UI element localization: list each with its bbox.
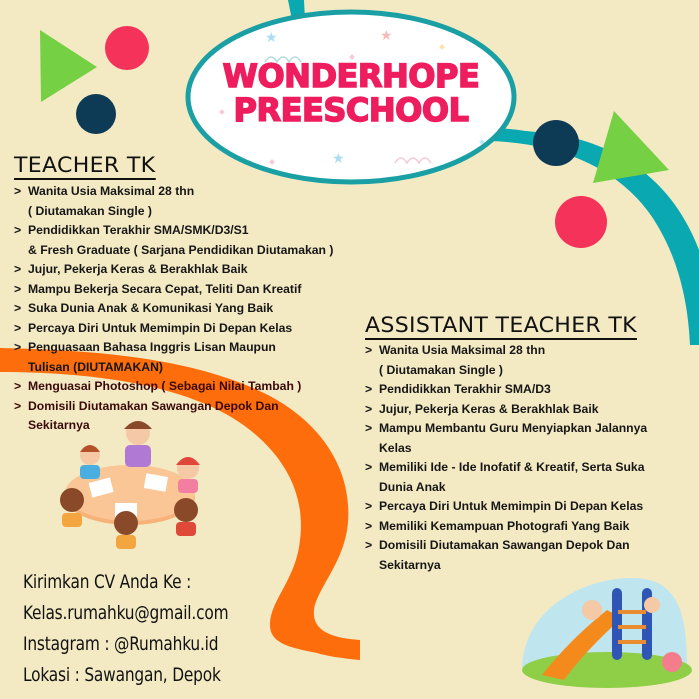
bullet-arrow: > — [365, 460, 373, 474]
list-item: > Suka Dunia Anak & Komunikasi Yang Baik — [14, 299, 333, 319]
bullet-arrow: > — [14, 262, 22, 276]
green-triangle-top-left — [40, 30, 97, 102]
list-item: > Pendidikkan Terakhir SMA/SMK/D3/S1 & Fresh Graduate ( Sarjana Pendidikan Diutamakan ) — [14, 223, 334, 257]
list-item: > Penguasaan Bahasa Inggris Lisan Maupun Tulisan (DIUTAMAKAN) — [14, 340, 276, 374]
contact-info — [23, 567, 251, 691]
teacher-section-title: TEACHER TK — [14, 153, 155, 180]
logo — [185, 9, 517, 184]
contact-heading: Kirimkan CV Anda Ke : — [23, 571, 192, 593]
list-item: > Domisili Diutamakan Sawangan Depok Dan Sekitarnya — [14, 398, 279, 432]
navy-circle-top-left — [76, 94, 116, 134]
bullet-arrow: > — [14, 184, 22, 198]
contact-location: Lokasi : Sawangan, Depok — [23, 664, 221, 686]
bullet-arrow: > — [14, 281, 22, 296]
list-item: > Memiliki Kemampuan Photografi Yang Baik — [365, 517, 647, 537]
list-item: > Wanita Usia Maksimal 28 thn ( Diutamakan Single ) — [14, 184, 195, 218]
logo-text — [185, 59, 517, 127]
playground-illustration — [522, 578, 692, 688]
logo-line-1: WONDERHOPE — [222, 57, 480, 95]
red-circle-right — [555, 196, 607, 248]
list-item: > Percaya Diri Untuk Memimpin Di Depan Kelas — [14, 319, 333, 339]
bullet-arrow: > — [14, 320, 22, 335]
bullet-arrow: > — [14, 223, 22, 237]
list-item: > Percaya Diri Untuk Memimpin Di Depan Kelas — [365, 497, 647, 517]
contact-email[interactable]: Kelas.rumahku@gmail.com — [23, 602, 229, 624]
bullet-arrow: > — [14, 301, 22, 315]
teacher-requirements-list — [14, 182, 333, 436]
navy-circle-right — [533, 120, 579, 166]
bullet-arrow: > — [14, 398, 22, 413]
list-item: > Mampu Bekerja Secara Cepat, Teliti Dan Kreatif — [14, 280, 333, 300]
red-circle-top-left — [105, 26, 149, 70]
svg-text:★: ★ — [332, 151, 345, 167]
logo-line-2: PREESCHOOL — [233, 91, 469, 129]
bullet-arrow: > — [14, 379, 22, 393]
list-item: > Mampu Membantu Guru Menyiapkan Jalannya Kelas — [365, 421, 648, 455]
bullet-arrow: > — [365, 518, 373, 533]
bullet-arrow: > — [365, 538, 373, 552]
svg-text:★: ★ — [380, 28, 393, 44]
svg-text:★: ★ — [265, 30, 278, 46]
bullet-arrow: > — [365, 382, 373, 396]
bullet-arrow: > — [14, 340, 22, 354]
bullet-arrow: > — [365, 499, 373, 513]
bullet-arrow: > — [365, 421, 373, 435]
contact-instagram[interactable]: Instagram : @Rumahku.id — [23, 633, 219, 655]
assistant-requirements-list — [365, 341, 647, 575]
list-item: > Domisili Diutamakan Sawangan Depok Dan Sekitarnya — [365, 538, 630, 572]
list-item: > Pendidikkan Terakhir SMA/D3 — [365, 380, 647, 400]
list-item: > Jujur, Pekerja Keras & Berakhlak Baik — [14, 260, 333, 280]
list-item: > Menguasai Photoshop ( Sebagai Nilai Tambah ) — [14, 377, 333, 397]
bullet-arrow: > — [365, 343, 373, 357]
list-item: > Memiliki Ide - Ide Inofatif & Kreatif, Serta Suka Dunia Anak — [365, 460, 645, 494]
list-item: > Jujur, Pekerja Keras & Berakhlak Baik — [365, 400, 647, 420]
assistant-section-title: ASSISTANT TEACHER TK — [365, 313, 637, 340]
green-triangle-right — [593, 111, 669, 183]
bullet-arrow: > — [365, 401, 373, 416]
list-item: > Wanita Usia Maksimal 28 thn ( Diutamakan Single ) — [365, 343, 546, 377]
